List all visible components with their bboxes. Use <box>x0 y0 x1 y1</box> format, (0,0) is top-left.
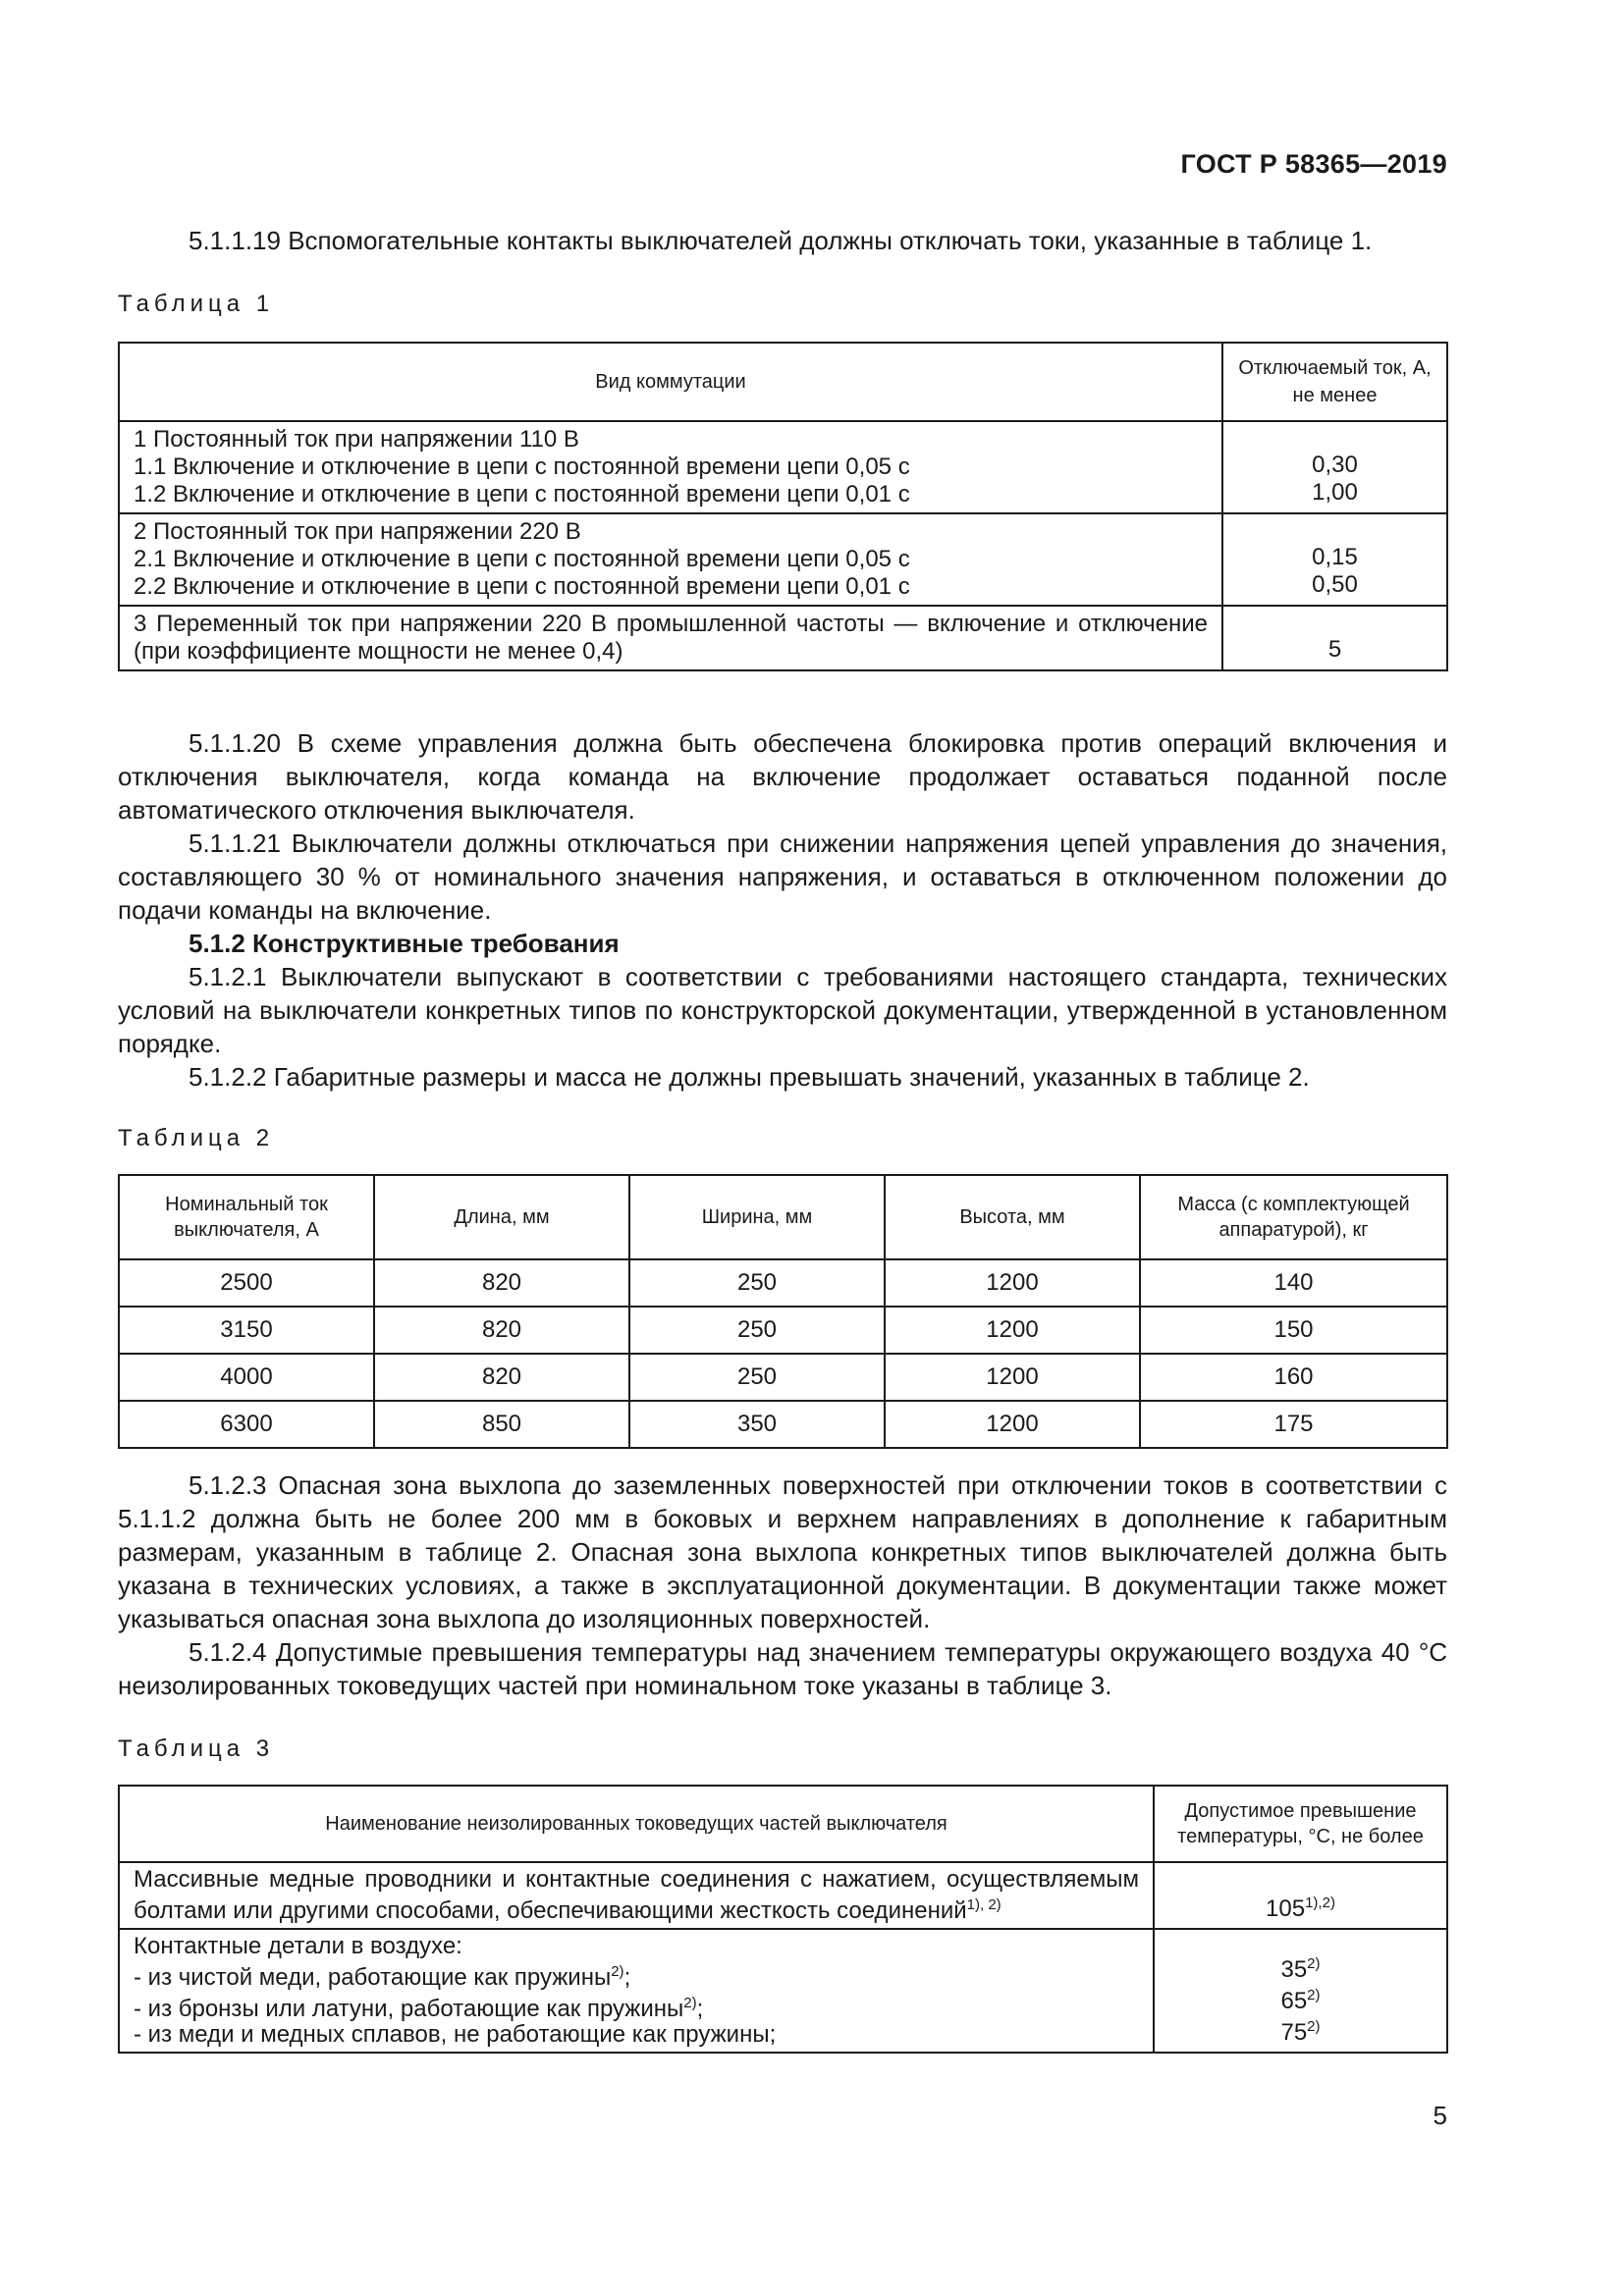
table3-caption: Таблица 3 <box>118 1735 275 1762</box>
table2-cell: 2500 <box>119 1259 374 1307</box>
table1-group-title: 1 Постоянный ток при напряжении 110 В <box>134 426 579 453</box>
table3-value <box>1168 1951 1433 1983</box>
body-section-2 <box>118 1468 1447 1702</box>
table3-value-number: 75 <box>1280 2019 1308 2046</box>
table3-header-row <box>119 1786 1447 1862</box>
table2-cell: 175 <box>1140 1401 1447 1448</box>
table3-value-number: 35 <box>1280 1956 1308 1983</box>
table1-cell-value <box>1222 421 1447 513</box>
table2-header-cell: Номинальный ток выключателя, А <box>119 1175 374 1259</box>
table2-cell: 820 <box>374 1307 629 1354</box>
table1-group-title: 2 Постоянный ток при напряжении 220 В <box>134 518 581 545</box>
footnote-ref: 1),2) <box>1305 1895 1335 1911</box>
table2-cell: 250 <box>629 1307 885 1354</box>
body-section <box>118 726 1447 1094</box>
table1-cell-label <box>119 513 1222 606</box>
table2-cell: 3150 <box>119 1307 374 1354</box>
table2-header-cell: Высота, мм <box>885 1175 1140 1259</box>
table1-value: 0,15 <box>1312 544 1358 570</box>
table3 <box>118 1785 1448 2054</box>
table2-row <box>119 1307 1447 1354</box>
table3-cell-label <box>119 1929 1154 2053</box>
table3-value <box>1168 1983 1433 2014</box>
document-code-header: ГОСТ Р 58365—2019 <box>1180 149 1447 179</box>
page-number: 5 <box>1433 2101 1447 2130</box>
table3-value <box>1168 2014 1433 2046</box>
table3-item-tail: ; <box>696 1996 704 2022</box>
footnote-ref: 1), 2) <box>966 1896 1001 1913</box>
table2-cell: 1200 <box>885 1401 1140 1448</box>
table1-row <box>119 513 1447 606</box>
table2-header-row <box>119 1175 1447 1259</box>
table3-group-title: Контактные детали в воздухе: <box>134 1933 462 1959</box>
table2-header-cell: Ширина, мм <box>629 1175 885 1259</box>
table2-cell: 350 <box>629 1401 885 1448</box>
table3-row <box>119 1862 1447 1929</box>
table2-cell: 1200 <box>885 1307 1140 1354</box>
table1-row-label: 2.2 Включение и отключение в цепи с постоянной времени цепи 0,01 с <box>134 573 910 600</box>
table1-row-label: 1.2 Включение и отключение в цепи с постоянной времени цепи 0,01 с <box>134 481 910 507</box>
table1-value: 0,30 <box>1312 452 1358 478</box>
table2-cell: 1200 <box>885 1354 1140 1401</box>
table3-cell-value <box>1154 1862 1447 1929</box>
footnote-ref: 2) <box>1307 2018 1321 2035</box>
table1-header-row <box>119 343 1447 421</box>
table3-item-tail: ; <box>623 1964 631 1991</box>
table2-row <box>119 1259 1447 1307</box>
table2 <box>118 1174 1448 1449</box>
table2-header-cell: Длина, мм <box>374 1175 629 1259</box>
table1-cell-label <box>119 421 1222 513</box>
table2-cell: 160 <box>1140 1354 1447 1401</box>
table3-item-label: - из бронзы или латуни, работающие как пружины <box>134 1996 684 2022</box>
footnote-ref: 2) <box>611 1963 624 1980</box>
table2-cell: 6300 <box>119 1401 374 1448</box>
table2-cell: 4000 <box>119 1354 374 1401</box>
table2-cell: 850 <box>374 1401 629 1448</box>
table1 <box>118 342 1448 671</box>
table2-header-cell: Масса (с комплектующей аппаратурой), кг <box>1140 1175 1447 1259</box>
paragraph-5-1-2-2: 5.1.2.2 Габаритные размеры и масса не должны превышать значений, указанных в таблице 2. <box>189 1062 1310 1092</box>
footnote-ref: 2) <box>683 1995 697 2011</box>
paragraph-5-1-1-21: 5.1.1.21 Выключатели должны отключаться при снижении напряжения цепей управления до значения, составляющего 30 % от номинального значения напряжения, и оставаться в отключенном положении до подачи команды на включение. <box>118 828 1447 925</box>
table1-cell-value <box>1222 513 1447 606</box>
table1-col1-header: Вид коммутации <box>119 343 1222 421</box>
table2-cell: 150 <box>1140 1307 1447 1354</box>
table1-cell-label: 3 Переменный ток при напряжении 220 В промышленной частоты — включение и отключение (при коэффициенте мощности не менее 0,4) <box>119 606 1222 670</box>
table2-caption: Таблица 2 <box>118 1125 275 1151</box>
paragraph-5-1-2-1: 5.1.2.1 Выключатели выпускают в соответствии с требованиями настоящего стандарта, технических условий на выключатели конкретных типов по конструкторской документации, утвержденной в установленном порядке. <box>118 962 1447 1058</box>
table1-cell-value: 5 <box>1222 606 1447 670</box>
table3-item <box>134 1959 1139 1991</box>
table3-value-number: 65 <box>1280 1988 1308 2014</box>
table3-item-label: - из меди и медных сплавов, не работающие как пружины; <box>134 2021 777 2048</box>
paragraph-5-1-1-20: 5.1.1.20 В схеме управления должна быть обеспечена блокировка против операций включения и отключения выключателя, когда команда на включение продолжает оставаться поданной после автоматического отключения выключателя. <box>118 728 1447 825</box>
table1-col2-header: Отключаемый ток, А, не менее <box>1222 343 1447 421</box>
table2-cell: 250 <box>629 1354 885 1401</box>
table1-value: 1,00 <box>1312 479 1358 506</box>
paragraph-5-1-1-19 <box>118 224 1447 257</box>
table2-cell: 820 <box>374 1354 629 1401</box>
footnote-ref: 2) <box>1307 1955 1321 1972</box>
table1-row-label: 2.1 Включение и отключение в цепи с постоянной времени цепи 0,05 с <box>134 546 910 572</box>
paragraph-5-1-2-3: 5.1.2.3 Опасная зона выхлопа до заземленных поверхностей при отключении токов в соответствии с 5.1.1.2 должна быть не более 200 мм в боковых и верхнем направлениях в дополнение к габаритным размерам, указанным в таблице 2. Опасная зона выхлопа конкретных типов выключателей должна быть указана в технических условиях, а также в эксплуатационной документации. В документации также может указываться опасная зона выхлопа до изоляционных поверхностей. <box>118 1470 1447 1633</box>
table3-cell-label <box>119 1862 1154 1929</box>
table3-row <box>119 1929 1447 2053</box>
paragraph-text: 5.1.1.19 Вспомогательные контакты выключателей должны отключать токи, указанные в таблице 1. <box>189 226 1373 255</box>
table2-row <box>119 1401 1447 1448</box>
paragraph-5-1-2-4: 5.1.2.4 Допустимые превышения температуры над значением температуры окружающего воздуха 40 °С неизолированных токоведущих частей при номинальном токе указаны в таблице 3. <box>118 1637 1447 1700</box>
table2-cell: 250 <box>629 1259 885 1307</box>
table1-caption: Таблица 1 <box>118 291 275 317</box>
table2-cell: 1200 <box>885 1259 1140 1307</box>
table3-item <box>134 1991 1139 2022</box>
table3-cell-value <box>1154 1929 1447 2053</box>
table2-cell: 820 <box>374 1259 629 1307</box>
footnote-ref: 2) <box>1307 1987 1321 2003</box>
table2-cell: 140 <box>1140 1259 1447 1307</box>
table3-item <box>134 2022 1139 2048</box>
table3-col2-header: Допустимое превышение температуры, °С, не более <box>1154 1786 1447 1862</box>
table3-item-label: - из чистой меди, работающие как пружины <box>134 1964 612 1991</box>
table1-row <box>119 606 1447 670</box>
table3-row-label: Массивные медные проводники и контактные соединения с нажатием, осуществляемым болтами или другими способами, обеспечивающими жесткость соединений <box>134 1866 1139 1924</box>
table1-row <box>119 421 1447 513</box>
table3-value: 105 <box>1266 1896 1306 1922</box>
table2-row <box>119 1354 1447 1401</box>
table1-value: 0,50 <box>1312 571 1358 598</box>
section-heading-5-1-2: 5.1.2 Конструктивные требования <box>189 929 620 958</box>
table3-col1-header: Наименование неизолированных токоведущих частей выключателя <box>119 1786 1154 1862</box>
table1-row-label: 1.1 Включение и отключение в цепи с постоянной времени цепи 0,05 с <box>134 454 910 480</box>
